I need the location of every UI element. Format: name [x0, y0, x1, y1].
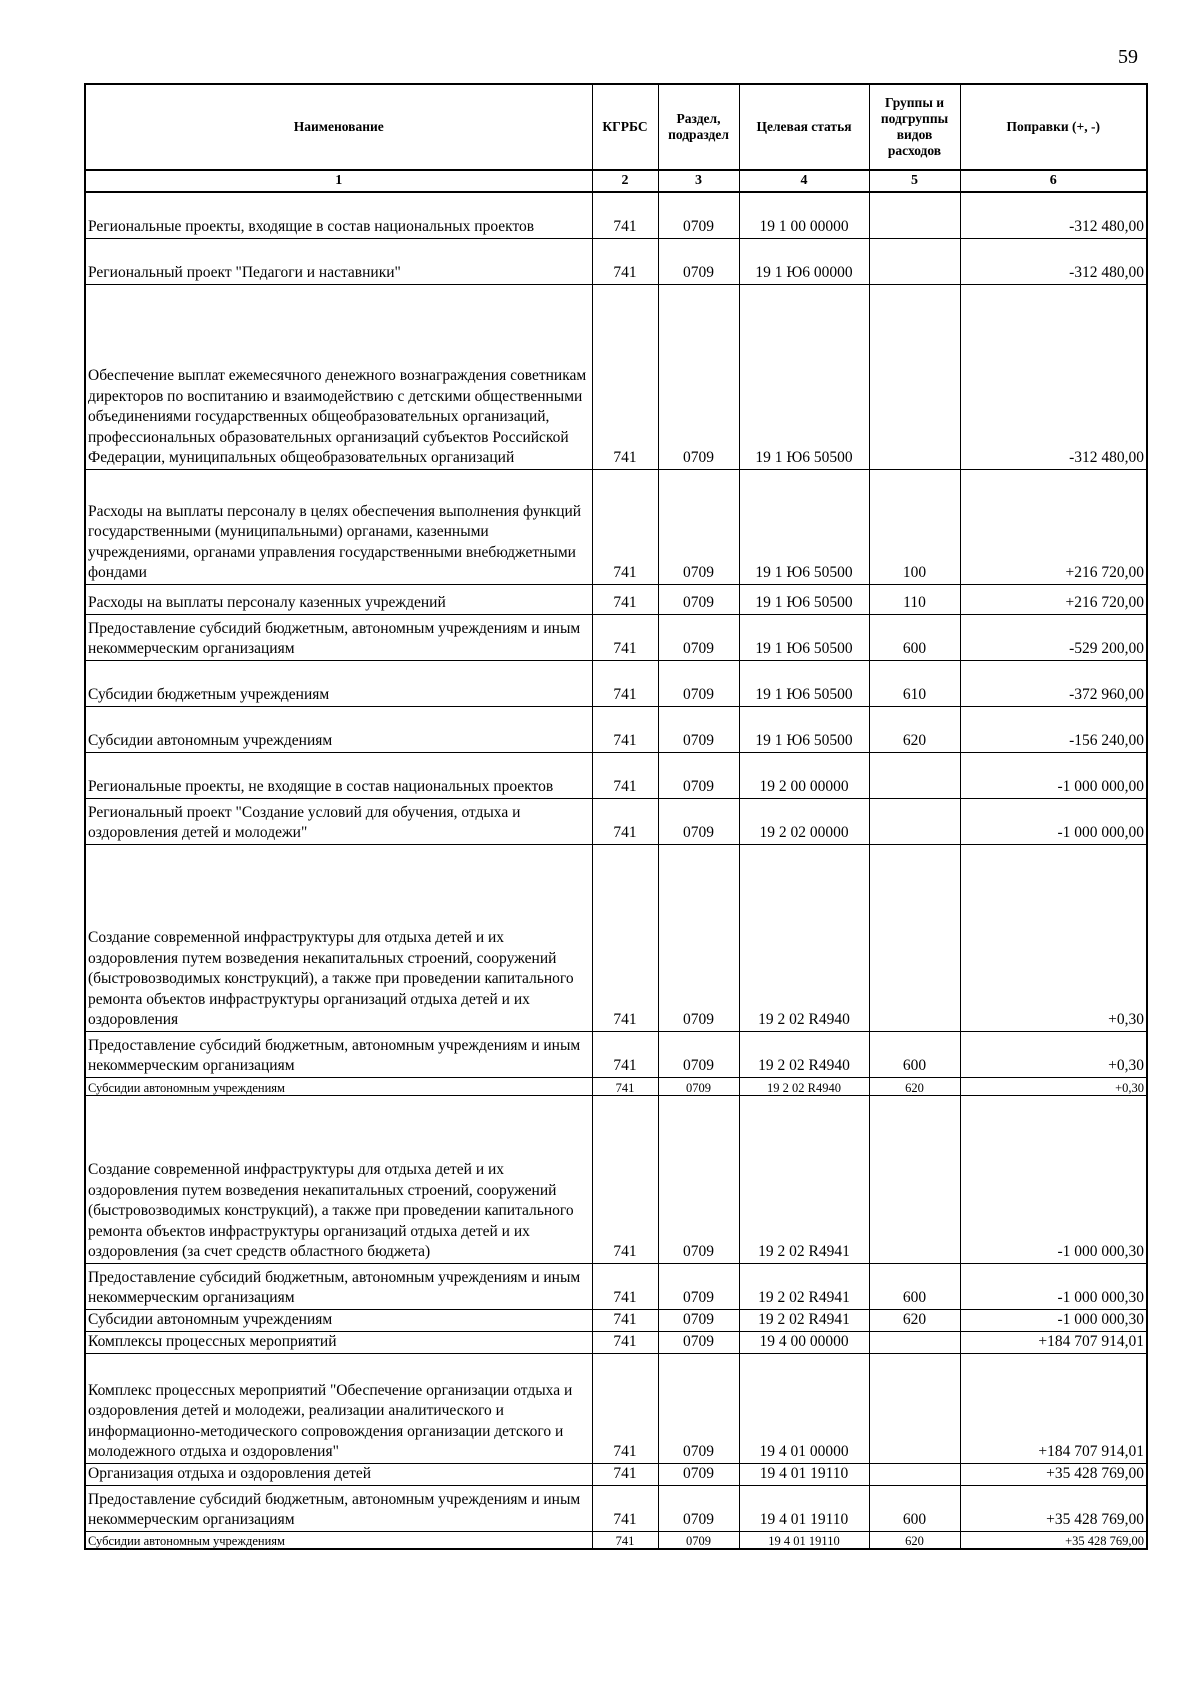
row-razdel-cell: 0709 — [658, 614, 739, 660]
row-kgrbs-cell: 741 — [592, 469, 658, 584]
row-amount-cell: -156 240,00 — [960, 706, 1147, 752]
row-amount-cell: -1 000 000,00 — [960, 752, 1147, 798]
row-celevaya-cell: 19 1 00 00000 — [739, 192, 869, 238]
row-kgrbs-cell: 741 — [592, 1331, 658, 1353]
table-row — [85, 614, 1147, 660]
row-vid-cell: 620 — [869, 1077, 960, 1095]
table-row — [85, 469, 1147, 584]
header-gruppy: Группы и подгруппы видов расходов — [869, 84, 960, 170]
row-name-cell: Создание современной инфраструктуры для отдыха детей и их оздоровления путем возведения некапитальных строений, сооружений (быстровозводимых конструкций), а также при проведении капитального ремонта объектов инфраструктуры организаций отдыха детей и их оздоровления (за счет средств областного бюджета) — [85, 1095, 592, 1263]
row-celevaya-cell: 19 2 02 R4941 — [739, 1263, 869, 1309]
table-row — [85, 1263, 1147, 1309]
row-vid-cell: 610 — [869, 660, 960, 706]
row-razdel-cell: 0709 — [658, 1353, 739, 1463]
row-amount-cell: +216 720,00 — [960, 584, 1147, 614]
row-vid-cell: 620 — [869, 706, 960, 752]
row-amount-cell: +184 707 914,01 — [960, 1331, 1147, 1353]
row-celevaya-cell: 19 4 01 00000 — [739, 1353, 869, 1463]
page-number: 59 — [1118, 46, 1138, 68]
row-amount-cell: -1 000 000,30 — [960, 1309, 1147, 1331]
row-kgrbs-cell: 741 — [592, 192, 658, 238]
row-celevaya-cell: 19 2 00 00000 — [739, 752, 869, 798]
row-name-cell: Обеспечение выплат ежемесячного денежного вознаграждения советникам директоров по воспитанию и взаимодействию с детскими общественными объединениями государственных общеобразовательных организаций, профессиональных образовательных организаций субъектов Российской Федерации, муниципальных общеобразовательных организаций — [85, 284, 592, 469]
row-name-cell: Предоставление субсидий бюджетным, автономным учреждениям и иным некоммерческим организациям — [85, 1031, 592, 1077]
table-row — [85, 584, 1147, 614]
row-celevaya-cell: 19 2 02 R4941 — [739, 1309, 869, 1331]
row-name-cell: Субсидии автономным учреждениям — [85, 1077, 592, 1095]
row-amount-cell: -1 000 000,30 — [960, 1263, 1147, 1309]
row-name-cell: Субсидии автономным учреждениям — [85, 1309, 592, 1331]
row-razdel-cell: 0709 — [658, 1077, 739, 1095]
row-celevaya-cell: 19 4 01 19110 — [739, 1463, 869, 1485]
row-name-cell: Региональные проекты, входящие в состав национальных проектов — [85, 192, 592, 238]
row-kgrbs-cell: 741 — [592, 1031, 658, 1077]
row-amount-cell: +184 707 914,01 — [960, 1353, 1147, 1463]
table-row — [85, 192, 1147, 238]
row-vid-cell: 100 — [869, 469, 960, 584]
row-celevaya-cell: 19 2 02 R4940 — [739, 1077, 869, 1095]
row-razdel-cell: 0709 — [658, 798, 739, 844]
row-vid-cell — [869, 798, 960, 844]
row-razdel-cell: 0709 — [658, 706, 739, 752]
row-kgrbs-cell: 741 — [592, 614, 658, 660]
row-celevaya-cell: 19 2 02 R4940 — [739, 844, 869, 1031]
row-celevaya-cell: 19 1 Ю6 00000 — [739, 238, 869, 284]
row-razdel-cell: 0709 — [658, 284, 739, 469]
row-razdel-cell: 0709 — [658, 752, 739, 798]
row-celevaya-cell: 19 2 02 R4941 — [739, 1095, 869, 1263]
row-name-cell: Расходы на выплаты персоналу в целях обеспечения выполнения функций государственными (муниципальными) органами, казенными учреждениями, органами управления государственными внебюджетными фондами — [85, 469, 592, 584]
row-vid-cell — [869, 1353, 960, 1463]
row-vid-cell — [869, 1095, 960, 1263]
row-name-cell: Региональный проект "Педагоги и наставники" — [85, 238, 592, 284]
row-amount-cell: +0,30 — [960, 844, 1147, 1031]
row-name-cell: Комплексы процессных мероприятий — [85, 1331, 592, 1353]
row-celevaya-cell: 19 4 01 19110 — [739, 1531, 869, 1549]
row-razdel-cell: 0709 — [658, 1031, 739, 1077]
header-popravki: Поправки (+, -) — [960, 84, 1147, 170]
row-kgrbs-cell: 741 — [592, 284, 658, 469]
table-row — [85, 844, 1147, 1031]
row-kgrbs-cell: 741 — [592, 1309, 658, 1331]
row-amount-cell: -529 200,00 — [960, 614, 1147, 660]
table-row — [85, 1485, 1147, 1531]
column-number: 5 — [869, 170, 960, 192]
row-name-cell: Региональные проекты, не входящие в состав национальных проектов — [85, 752, 592, 798]
table-row — [85, 1331, 1147, 1353]
column-number: 2 — [592, 170, 658, 192]
budget-amendments-table — [84, 83, 1148, 1550]
row-razdel-cell: 0709 — [658, 1463, 739, 1485]
column-number: 6 — [960, 170, 1147, 192]
row-razdel-cell: 0709 — [658, 660, 739, 706]
row-razdel-cell: 0709 — [658, 469, 739, 584]
table-row — [85, 1077, 1147, 1095]
row-vid-cell: 600 — [869, 1485, 960, 1531]
row-vid-cell — [869, 238, 960, 284]
header-name: Наименование — [85, 84, 592, 170]
row-razdel-cell: 0709 — [658, 584, 739, 614]
column-number: 3 — [658, 170, 739, 192]
row-vid-cell — [869, 844, 960, 1031]
header-kgrbs: КГРБС — [592, 84, 658, 170]
row-kgrbs-cell: 741 — [592, 1463, 658, 1485]
row-vid-cell: 110 — [869, 584, 960, 614]
row-kgrbs-cell: 741 — [592, 660, 658, 706]
row-vid-cell — [869, 1463, 960, 1485]
row-vid-cell — [869, 192, 960, 238]
row-vid-cell: 600 — [869, 1031, 960, 1077]
row-name-cell: Предоставление субсидий бюджетным, автономным учреждениям и иным некоммерческим организациям — [85, 1263, 592, 1309]
row-razdel-cell: 0709 — [658, 238, 739, 284]
table-row — [85, 1353, 1147, 1463]
row-kgrbs-cell: 741 — [592, 844, 658, 1031]
table-row — [85, 1531, 1147, 1549]
row-kgrbs-cell: 741 — [592, 752, 658, 798]
column-number-row — [85, 170, 1147, 192]
column-number: 1 — [85, 170, 592, 192]
row-celevaya-cell: 19 1 Ю6 50500 — [739, 660, 869, 706]
row-celevaya-cell: 19 4 00 00000 — [739, 1331, 869, 1353]
row-vid-cell: 620 — [869, 1309, 960, 1331]
table-row — [85, 1095, 1147, 1263]
row-vid-cell — [869, 752, 960, 798]
row-name-cell: Предоставление субсидий бюджетным, автономным учреждениям и иным некоммерческим организациям — [85, 1485, 592, 1531]
row-kgrbs-cell: 741 — [592, 1077, 658, 1095]
row-amount-cell: -1 000 000,00 — [960, 798, 1147, 844]
row-vid-cell: 600 — [869, 614, 960, 660]
row-vid-cell: 620 — [869, 1531, 960, 1549]
header-razdel: Раздел, подраздел — [658, 84, 739, 170]
row-razdel-cell: 0709 — [658, 1485, 739, 1531]
row-kgrbs-cell: 741 — [592, 1353, 658, 1463]
row-celevaya-cell: 19 2 02 R4940 — [739, 1031, 869, 1077]
table-row — [85, 706, 1147, 752]
row-name-cell: Организация отдыха и оздоровления детей — [85, 1463, 592, 1485]
row-razdel-cell: 0709 — [658, 1095, 739, 1263]
row-amount-cell: +35 428 769,00 — [960, 1531, 1147, 1549]
header-celevaya: Целевая статья — [739, 84, 869, 170]
row-razdel-cell: 0709 — [658, 1309, 739, 1331]
table-row — [85, 238, 1147, 284]
row-vid-cell — [869, 1331, 960, 1353]
row-amount-cell: -312 480,00 — [960, 284, 1147, 469]
row-name-cell: Предоставление субсидий бюджетным, автономным учреждениям и иным некоммерческим организациям — [85, 614, 592, 660]
row-kgrbs-cell: 741 — [592, 1531, 658, 1549]
column-number: 4 — [739, 170, 869, 192]
row-amount-cell: +216 720,00 — [960, 469, 1147, 584]
row-razdel-cell: 0709 — [658, 192, 739, 238]
row-celevaya-cell: 19 1 Ю6 50500 — [739, 469, 869, 584]
row-celevaya-cell: 19 1 Ю6 50500 — [739, 706, 869, 752]
row-kgrbs-cell: 741 — [592, 584, 658, 614]
row-kgrbs-cell: 741 — [592, 238, 658, 284]
row-amount-cell: -312 480,00 — [960, 192, 1147, 238]
table-row — [85, 284, 1147, 469]
table-row — [85, 798, 1147, 844]
row-kgrbs-cell: 741 — [592, 1095, 658, 1263]
row-kgrbs-cell: 741 — [592, 1485, 658, 1531]
row-amount-cell: +35 428 769,00 — [960, 1485, 1147, 1531]
row-razdel-cell: 0709 — [658, 1331, 739, 1353]
row-name-cell: Создание современной инфраструктуры для отдыха детей и их оздоровления путем возведения некапитальных строений, сооружений (быстровозводимых конструкций), а также при проведении капитального ремонта объектов инфраструктуры организаций отдыха детей и их оздоровления — [85, 844, 592, 1031]
table-row — [85, 1031, 1147, 1077]
row-celevaya-cell: 19 1 Ю6 50500 — [739, 614, 869, 660]
row-name-cell: Субсидии автономным учреждениям — [85, 1531, 592, 1549]
row-name-cell: Региональный проект "Создание условий для обучения, отдыха и оздоровления детей и молодежи" — [85, 798, 592, 844]
row-razdel-cell: 0709 — [658, 1531, 739, 1549]
row-amount-cell: -1 000 000,30 — [960, 1095, 1147, 1263]
row-amount-cell: -312 480,00 — [960, 238, 1147, 284]
row-amount-cell: +0,30 — [960, 1077, 1147, 1095]
table-row — [85, 660, 1147, 706]
row-name-cell: Субсидии автономным учреждениям — [85, 706, 592, 752]
row-amount-cell: +0,30 — [960, 1031, 1147, 1077]
row-name-cell: Расходы на выплаты персоналу казенных учреждений — [85, 584, 592, 614]
row-celevaya-cell: 19 4 01 19110 — [739, 1485, 869, 1531]
row-name-cell: Комплекс процессных мероприятий "Обеспечение организации отдыха и оздоровления детей и молодежи, реализации аналитического и информационно-методического сопровождения организации детского и молодежного отдыха и оздоровления" — [85, 1353, 592, 1463]
row-vid-cell: 600 — [869, 1263, 960, 1309]
row-celevaya-cell: 19 1 Ю6 50500 — [739, 284, 869, 469]
row-kgrbs-cell: 741 — [592, 706, 658, 752]
table-row — [85, 1309, 1147, 1331]
row-celevaya-cell: 19 1 Ю6 50500 — [739, 584, 869, 614]
table-header-row — [85, 84, 1147, 170]
row-kgrbs-cell: 741 — [592, 1263, 658, 1309]
table-row — [85, 1463, 1147, 1485]
row-razdel-cell: 0709 — [658, 1263, 739, 1309]
row-name-cell: Субсидии бюджетным учреждениям — [85, 660, 592, 706]
row-amount-cell: -372 960,00 — [960, 660, 1147, 706]
row-razdel-cell: 0709 — [658, 844, 739, 1031]
row-vid-cell — [869, 284, 960, 469]
row-kgrbs-cell: 741 — [592, 798, 658, 844]
row-celevaya-cell: 19 2 02 00000 — [739, 798, 869, 844]
table-row — [85, 752, 1147, 798]
row-amount-cell: +35 428 769,00 — [960, 1463, 1147, 1485]
